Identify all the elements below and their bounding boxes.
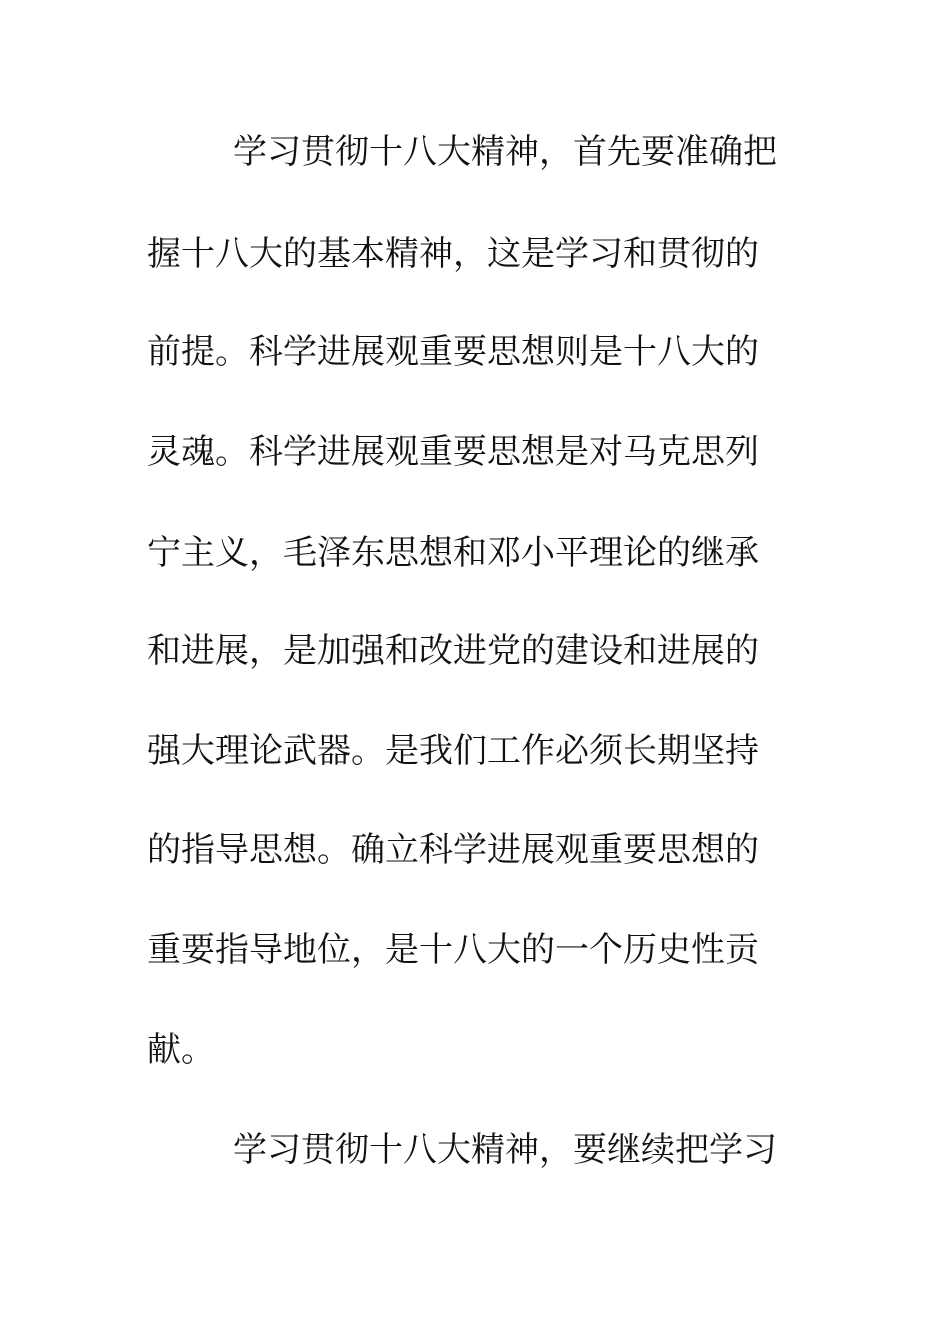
- paragraph-2-line-1: 学习贯彻十八大精神，要继续把学习: [233, 1130, 777, 1170]
- paragraph-1-line-2: 握十八大的基本精神，这是学习和贯彻的: [147, 234, 759, 274]
- paragraph-1-line-4: 灵魂。科学进展观重要思想是对马克思列: [147, 432, 759, 472]
- paragraph-1-line-3: 前提。科学进展观重要思想则是十八大的: [147, 332, 759, 372]
- paragraph-1-line-6: 和进展，是加强和改进党的建设和进展的: [147, 631, 759, 671]
- paragraph-1-line-5: 宁主义，毛泽东思想和邓小平理论的继承: [147, 533, 759, 573]
- paragraph-1-line-7: 强大理论武器。是我们工作必须长期坚持: [147, 731, 759, 771]
- paragraph-1-line-8: 的指导思想。确立科学进展观重要思想的: [147, 830, 759, 870]
- paragraph-1-line-9: 重要指导地位，是十八大的一个历史性贡: [147, 930, 759, 970]
- paragraph-1-line-1: 学习贯彻十八大精神，首先要准确把: [233, 132, 777, 172]
- paragraph-1-line-10: 献。: [147, 1030, 215, 1070]
